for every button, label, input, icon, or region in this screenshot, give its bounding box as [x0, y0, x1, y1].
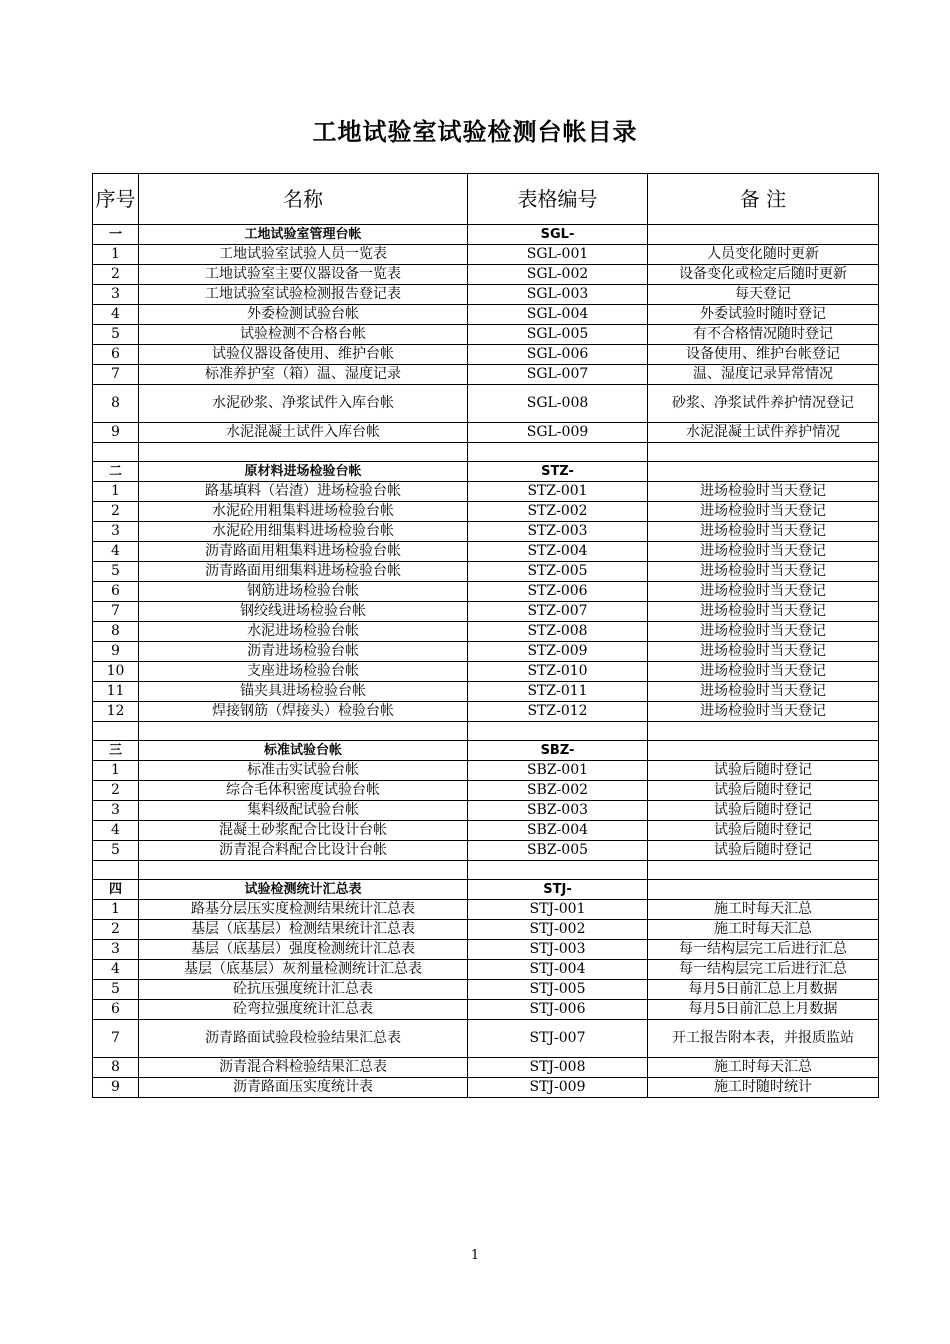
table-body — [93, 225, 879, 1098]
row-note: 开工报告附本表，并报质监站 — [648, 1020, 879, 1058]
header-seq: 序号 — [93, 174, 139, 225]
row-code: SBZ-004 — [468, 821, 648, 841]
table-row — [93, 761, 879, 781]
row-number: 11 — [93, 682, 139, 702]
empty-cell — [648, 722, 879, 741]
row-note: 进场检验时当天登记 — [648, 682, 879, 702]
row-number: 5 — [93, 841, 139, 861]
row-name: 钢绞线进场检验台帐 — [139, 602, 468, 622]
row-name: 集料级配试验台帐 — [139, 801, 468, 821]
row-code: SGL-004 — [468, 305, 648, 325]
row-number: 12 — [93, 702, 139, 722]
section-header-row — [93, 225, 879, 245]
row-code: SGL-009 — [468, 423, 648, 443]
row-number: 1 — [93, 245, 139, 265]
section-title: 标准试验台帐 — [139, 741, 468, 761]
section-code-prefix: STJ- — [468, 880, 648, 900]
section-code-prefix: SBZ- — [468, 741, 648, 761]
row-note: 有不合格情况随时登记 — [648, 325, 879, 345]
row-code: STJ-002 — [468, 920, 648, 940]
table-row — [93, 245, 879, 265]
table-row — [93, 642, 879, 662]
row-number: 6 — [93, 1000, 139, 1020]
row-number: 1 — [93, 761, 139, 781]
table-row — [93, 980, 879, 1000]
row-code: STZ-009 — [468, 642, 648, 662]
row-name: 沥青路面用细集料进场检验台帐 — [139, 562, 468, 582]
table-row — [93, 682, 879, 702]
row-note: 设备使用、维护台帐登记 — [648, 345, 879, 365]
row-note: 进场检验时当天登记 — [648, 522, 879, 542]
row-name: 基层（底基层）检测结果统计汇总表 — [139, 920, 468, 940]
table-row — [93, 801, 879, 821]
row-number: 4 — [93, 542, 139, 562]
row-name: 综合毛体积密度试验台帐 — [139, 781, 468, 801]
row-name: 工地试验室主要仪器设备一览表 — [139, 265, 468, 285]
row-note: 进场检验时当天登记 — [648, 562, 879, 582]
row-number: 3 — [93, 522, 139, 542]
row-number: 9 — [93, 1078, 139, 1098]
row-note: 试验后随时登记 — [648, 801, 879, 821]
table-row — [93, 841, 879, 861]
table-row — [93, 265, 879, 285]
row-code: STJ-004 — [468, 960, 648, 980]
empty-cell — [93, 861, 139, 880]
row-number: 3 — [93, 285, 139, 305]
section-number: 二 — [93, 462, 139, 482]
row-number: 4 — [93, 305, 139, 325]
empty-cell — [648, 443, 879, 462]
row-number: 1 — [93, 900, 139, 920]
section-number: 一 — [93, 225, 139, 245]
row-number: 2 — [93, 781, 139, 801]
row-code: STZ-006 — [468, 582, 648, 602]
row-note: 试验后随时登记 — [648, 761, 879, 781]
row-note: 进场检验时当天登记 — [648, 582, 879, 602]
section-code-prefix: STZ- — [468, 462, 648, 482]
row-code: STJ-001 — [468, 900, 648, 920]
row-code: STZ-005 — [468, 562, 648, 582]
table-row — [93, 582, 879, 602]
table-row — [93, 940, 879, 960]
table-row — [93, 821, 879, 841]
row-note: 施工时每天汇总 — [648, 1058, 879, 1078]
empty-cell — [648, 880, 879, 900]
table-row — [93, 602, 879, 622]
spacer-row — [93, 722, 879, 741]
row-code: SBZ-003 — [468, 801, 648, 821]
row-name: 基层（底基层）强度检测统计汇总表 — [139, 940, 468, 960]
empty-cell — [468, 443, 648, 462]
section-code-prefix: SGL- — [468, 225, 648, 245]
row-number: 10 — [93, 662, 139, 682]
row-name: 沥青进场检验台帐 — [139, 642, 468, 662]
ledger-catalog-table — [92, 173, 879, 1098]
row-code: SGL-008 — [468, 385, 648, 423]
row-name: 工地试验室试验检测报告登记表 — [139, 285, 468, 305]
row-code: SGL-002 — [468, 265, 648, 285]
row-code: STZ-008 — [468, 622, 648, 642]
table-row — [93, 1020, 879, 1058]
row-name: 钢筋进场检验台帐 — [139, 582, 468, 602]
row-code: STJ-006 — [468, 1000, 648, 1020]
empty-cell — [648, 861, 879, 880]
row-code: SBZ-001 — [468, 761, 648, 781]
row-code: STZ-012 — [468, 702, 648, 722]
row-note: 进场检验时当天登记 — [648, 502, 879, 522]
row-number: 5 — [93, 980, 139, 1000]
empty-cell — [468, 861, 648, 880]
row-name: 水泥混凝土试件入库台帐 — [139, 423, 468, 443]
empty-cell — [648, 462, 879, 482]
row-name: 水泥进场检验台帐 — [139, 622, 468, 642]
row-note: 每天登记 — [648, 285, 879, 305]
row-name: 锚夹具进场检验台帐 — [139, 682, 468, 702]
spacer-row — [93, 443, 879, 462]
row-name: 基层（底基层）灰剂量检测统计汇总表 — [139, 960, 468, 980]
row-number: 7 — [93, 602, 139, 622]
header-code: 表格编号 — [468, 174, 648, 225]
row-name: 砼抗压强度统计汇总表 — [139, 980, 468, 1000]
row-number: 9 — [93, 642, 139, 662]
row-number: 3 — [93, 940, 139, 960]
table-row — [93, 781, 879, 801]
row-code: SGL-007 — [468, 365, 648, 385]
row-note: 砂浆、净浆试件养护情况登记 — [648, 385, 879, 423]
row-number: 4 — [93, 960, 139, 980]
row-number: 1 — [93, 482, 139, 502]
row-note: 进场检验时当天登记 — [648, 542, 879, 562]
row-note: 试验后随时登记 — [648, 841, 879, 861]
row-name: 沥青路面压实度统计表 — [139, 1078, 468, 1098]
section-number: 三 — [93, 741, 139, 761]
row-code: STJ-008 — [468, 1058, 648, 1078]
header-name: 名称 — [139, 174, 468, 225]
row-number: 2 — [93, 920, 139, 940]
row-code: STJ-007 — [468, 1020, 648, 1058]
empty-cell — [648, 741, 879, 761]
table-row — [93, 325, 879, 345]
table-row — [93, 285, 879, 305]
row-code: SGL-006 — [468, 345, 648, 365]
row-name: 沥青路面用粗集料进场检验台帐 — [139, 542, 468, 562]
row-note: 进场检验时当天登记 — [648, 482, 879, 502]
table-row — [93, 385, 879, 423]
row-note: 进场检验时当天登记 — [648, 622, 879, 642]
table-header-row — [93, 174, 879, 225]
row-name: 标准养护室（箱）温、湿度记录 — [139, 365, 468, 385]
row-number: 2 — [93, 265, 139, 285]
empty-cell — [139, 861, 468, 880]
row-name: 焊接钢筋（焊接头）检验台帐 — [139, 702, 468, 722]
row-note: 进场检验时当天登记 — [648, 662, 879, 682]
row-code: STZ-003 — [468, 522, 648, 542]
row-note: 每一结构层完工后进行汇总 — [648, 960, 879, 980]
row-note: 施工时随时统计 — [648, 1078, 879, 1098]
row-name: 支座进场检验台帐 — [139, 662, 468, 682]
row-name: 路基填料（岩渣）进场检验台帐 — [139, 482, 468, 502]
table-row — [93, 423, 879, 443]
row-name: 水泥砂浆、净浆试件入库台帐 — [139, 385, 468, 423]
row-number: 5 — [93, 325, 139, 345]
table-row — [93, 900, 879, 920]
row-code: SGL-003 — [468, 285, 648, 305]
table-row — [93, 345, 879, 365]
row-name: 水泥砼用细集料进场检验台帐 — [139, 522, 468, 542]
row-number: 4 — [93, 821, 139, 841]
row-name: 外委检测试验台帐 — [139, 305, 468, 325]
row-note: 外委试验时随时登记 — [648, 305, 879, 325]
section-title: 工地试验室管理台帐 — [139, 225, 468, 245]
table-row — [93, 542, 879, 562]
row-name: 试验检测不合格台帐 — [139, 325, 468, 345]
row-note: 人员变化随时更新 — [648, 245, 879, 265]
row-note: 每月5日前汇总上月数据 — [648, 1000, 879, 1020]
section-title: 试验检测统计汇总表 — [139, 880, 468, 900]
table-row — [93, 622, 879, 642]
row-note: 施工时每天汇总 — [648, 900, 879, 920]
row-code: STJ-009 — [468, 1078, 648, 1098]
empty-cell — [139, 443, 468, 462]
row-name: 水泥砼用粗集料进场检验台帐 — [139, 502, 468, 522]
row-number: 6 — [93, 582, 139, 602]
section-header-row — [93, 462, 879, 482]
row-name: 砼弯拉强度统计汇总表 — [139, 1000, 468, 1020]
table-row — [93, 920, 879, 940]
row-code: SBZ-002 — [468, 781, 648, 801]
row-name: 标准击实试验台帐 — [139, 761, 468, 781]
row-code: STZ-007 — [468, 602, 648, 622]
table-row — [93, 482, 879, 502]
row-note: 施工时每天汇总 — [648, 920, 879, 940]
row-number: 9 — [93, 423, 139, 443]
row-note: 设备变化或检定后随时更新 — [648, 265, 879, 285]
row-number: 5 — [93, 562, 139, 582]
row-number: 3 — [93, 801, 139, 821]
row-number: 8 — [93, 622, 139, 642]
table-row — [93, 365, 879, 385]
row-code: STZ-002 — [468, 502, 648, 522]
row-number: 2 — [93, 502, 139, 522]
page-number: 1 — [470, 1248, 480, 1263]
row-note: 每月5日前汇总上月数据 — [648, 980, 879, 1000]
row-code: STZ-001 — [468, 482, 648, 502]
row-code: STJ-005 — [468, 980, 648, 1000]
row-note: 进场检验时当天登记 — [648, 602, 879, 622]
row-name: 路基分层压实度检测结果统计汇总表 — [139, 900, 468, 920]
row-name: 沥青混合料配合比设计台帐 — [139, 841, 468, 861]
row-code: SBZ-005 — [468, 841, 648, 861]
empty-cell — [648, 225, 879, 245]
section-number: 四 — [93, 880, 139, 900]
section-header-row — [93, 741, 879, 761]
row-number: 8 — [93, 385, 139, 423]
table-row — [93, 1078, 879, 1098]
row-note: 水泥混凝土试件养护情况 — [648, 423, 879, 443]
row-note: 试验后随时登记 — [648, 821, 879, 841]
row-code: STZ-004 — [468, 542, 648, 562]
table-row — [93, 662, 879, 682]
table-row — [93, 305, 879, 325]
row-code: SGL-001 — [468, 245, 648, 265]
row-name: 工地试验室试验人员一览表 — [139, 245, 468, 265]
row-name: 混凝土砂浆配合比设计台帐 — [139, 821, 468, 841]
table-row — [93, 1058, 879, 1078]
row-code: STJ-003 — [468, 940, 648, 960]
row-number: 7 — [93, 1020, 139, 1058]
row-note: 进场检验时当天登记 — [648, 702, 879, 722]
row-code: STZ-010 — [468, 662, 648, 682]
section-title: 原材料进场检验台帐 — [139, 462, 468, 482]
row-code: STZ-011 — [468, 682, 648, 702]
table-row — [93, 1000, 879, 1020]
spacer-row — [93, 861, 879, 880]
page-title: 工地试验室试验检测台帐目录 — [312, 118, 638, 146]
table-row — [93, 702, 879, 722]
row-code: SGL-005 — [468, 325, 648, 345]
table-row — [93, 960, 879, 980]
row-number: 8 — [93, 1058, 139, 1078]
row-number: 6 — [93, 345, 139, 365]
empty-cell — [468, 722, 648, 741]
row-name: 沥青路面试验段检验结果汇总表 — [139, 1020, 468, 1058]
table-row — [93, 522, 879, 542]
empty-cell — [93, 443, 139, 462]
row-note: 温、湿度记录异常情况 — [648, 365, 879, 385]
row-name: 试验仪器设备使用、维护台帐 — [139, 345, 468, 365]
row-note: 进场检验时当天登记 — [648, 642, 879, 662]
empty-cell — [93, 722, 139, 741]
table-row — [93, 562, 879, 582]
row-note: 试验后随时登记 — [648, 781, 879, 801]
section-header-row — [93, 880, 879, 900]
row-number: 7 — [93, 365, 139, 385]
row-name: 沥青混合料检验结果汇总表 — [139, 1058, 468, 1078]
row-note: 每一结构层完工后进行汇总 — [648, 940, 879, 960]
header-note: 备 注 — [648, 174, 879, 225]
empty-cell — [139, 722, 468, 741]
table-row — [93, 502, 879, 522]
